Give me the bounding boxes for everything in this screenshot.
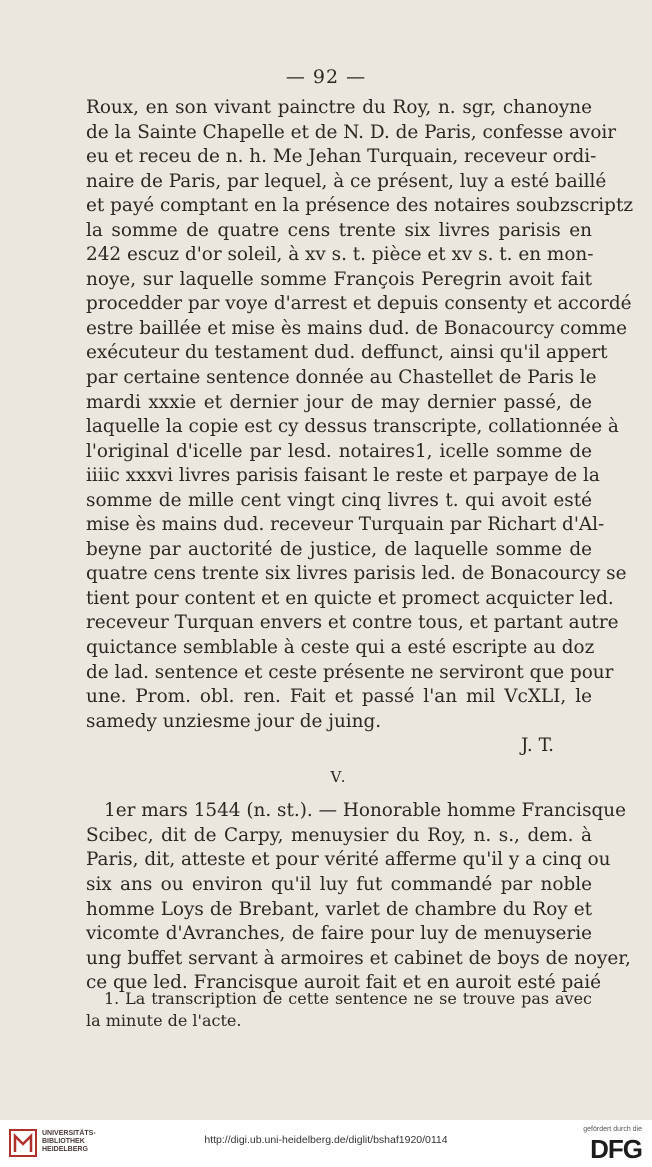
library-name-line: UNIVERSITÄTS- — [42, 1130, 96, 1137]
text-line: beyne par auctorité de justice, de laquelle somme de — [86, 538, 592, 560]
text-line: noye, sur laquelle somme François Peregrin avoit fait — [86, 268, 592, 290]
text-line: naire de Paris, par lequel, à ce présent, luy a esté baillé — [86, 170, 607, 192]
text-line: somme de mille cent vingt cinq livres t. qui avoit esté — [86, 489, 592, 511]
text-line: iiiic xxxvi livres parisis faisant le reste et parpaye de la — [86, 465, 600, 487]
text-line: Roux, en son vivant painctre du Roy, n. sgr, chanoyne — [86, 97, 592, 118]
text-line: 242 escuz d'or soleil, à xv s. t. pièce et xv s. t. en mon- — [86, 244, 594, 266]
text-line: samedy unziesme jour de juing. — [86, 710, 382, 732]
text-line: mise ès mains dud. receveur Turquain par Richart d'Al- — [86, 514, 605, 536]
footnote-line: 1. La transcription de cette sentence ne se trouve pas avec — [104, 989, 592, 1008]
text-line: six ans ou environ qu'il luy fut commandé par noble — [86, 873, 592, 895]
paragraph-2 — [86, 799, 631, 995]
text-line: laquelle la copie est cy dessus transcripte, collationnée à — [86, 416, 619, 438]
text-line: de la Sainte Chapelle et de N. D. de Paris, confesse avoir — [86, 121, 617, 143]
text-line: la somme de quatre cens trente six livres parisis en — [86, 219, 592, 241]
text-line: mardi xxxie et dernier jour de may dernier passé, de — [86, 391, 592, 413]
permalink-url[interactable]: http://digi.ub.uni-heidelberg.de/diglit/bshaf1920/0114 — [204, 1134, 448, 1146]
text-line: par certaine sentence donnée au Chastellet de Paris le — [86, 367, 597, 389]
text-line: ung buffet servant à armoires et cabinet de boys de noyer, — [86, 947, 631, 969]
text-line: et payé comptant en la présence des notaires soubzscriptz — [86, 195, 634, 217]
viewer-footer — [0, 1120, 652, 1167]
text-line: procedder par voye d'arrest et depuis consenty et accordé — [86, 293, 632, 315]
section-heading: V. — [330, 767, 348, 786]
text-line: Scibec, dit de Carpy, menuysier du Roy, n. s., dem. à — [86, 824, 592, 846]
text-line: exécuteur du testament dud. deffunct, ainsi qu'il appert — [86, 342, 608, 364]
page-body — [86, 96, 634, 996]
page-number: — 92 — — [285, 66, 367, 88]
signature-initials: J. T. — [520, 735, 554, 757]
text-line: quatre cens trente six livres parisis led. de Bonacourcy se — [86, 563, 627, 585]
text-line: 1er mars 1544 (n. st.). — Honorable homme Francisque — [104, 800, 627, 822]
dfg-logo: DFG — [590, 1134, 642, 1164]
library-name-line: BIBLIOTHEK — [42, 1138, 85, 1145]
text-line: ce que led. Francisque auroit fait et en auroit esté paié — [86, 972, 602, 994]
text-line: l'original d'icelle par lesd. notaires1, icelle somme de — [86, 440, 592, 462]
text-line: quictance semblable à ceste qui a esté escripte au doz — [86, 637, 595, 659]
text-line: estre baillée et mise ès mains dud. de Bonacourcy comme — [86, 317, 628, 339]
text-line: de lad. sentence et ceste présente ne serviront que pour — [86, 661, 614, 683]
text-line: tient pour content et en quicte et promect acquicter led. — [86, 587, 614, 609]
footnote-line: la minute de l'acte. — [86, 1011, 242, 1030]
text-line: eu et receu de n. h. Me Jehan Turquain, receveur ordi- — [86, 146, 597, 168]
dfg-tagline: gefördert durch die — [583, 1126, 642, 1133]
text-line: une. Prom. obl. ren. Fait et passé l'an mil VcXLI, le — [86, 686, 592, 708]
text-line: receveur Turquan envers et contre tous, et partant autre — [86, 612, 619, 634]
text-line: Paris, dit, atteste et pour vérité afferme qu'il y a cinq ou — [86, 849, 611, 871]
library-name-line: HEIDELBERG — [42, 1146, 88, 1153]
text-line: homme Loys de Brebant, varlet de chambre du Roy et — [86, 898, 592, 920]
text-line: vicomte d'Avranches, de faire pour luy de menuyserie — [86, 923, 592, 945]
paragraph-1 — [86, 96, 634, 734]
footnotes — [86, 988, 592, 1032]
